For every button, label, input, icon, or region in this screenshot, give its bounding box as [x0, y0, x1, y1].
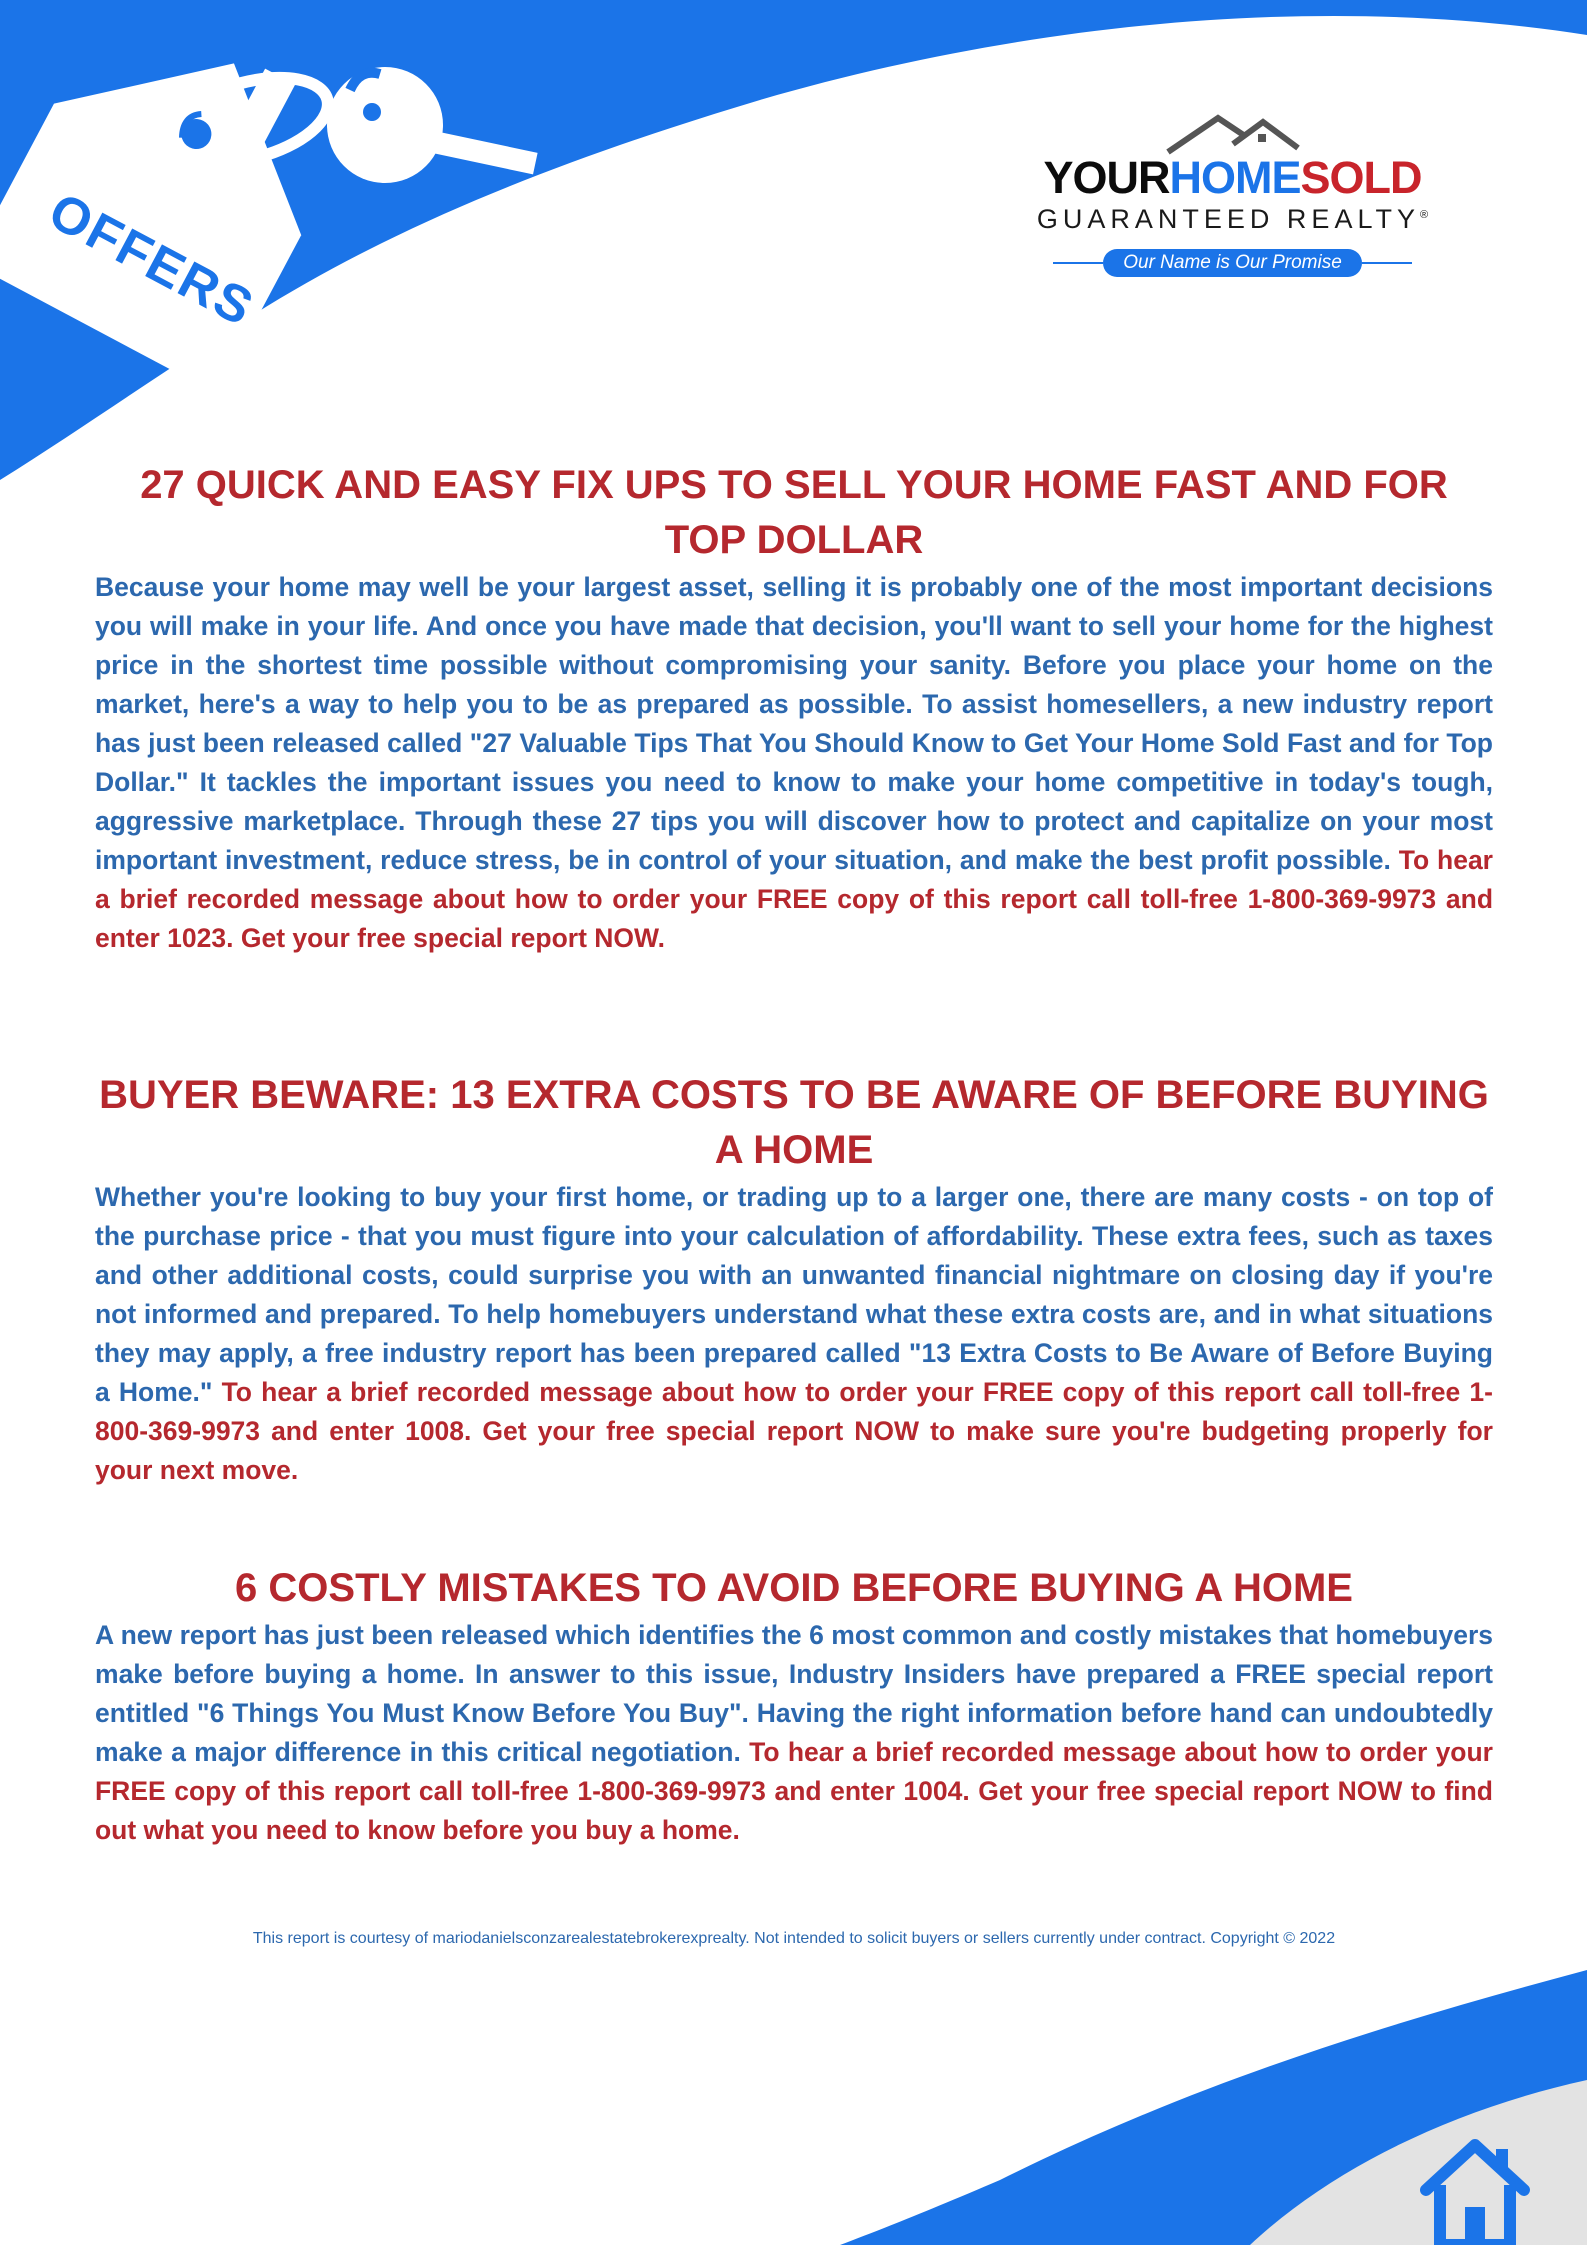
- company-logo: [1010, 150, 1455, 277]
- section-call-to-action: To hear a brief recorded message about how to order your FREE copy of this report call toll-free 1-800-369-9973 and enter 1023. Get your free special report NOW.: [95, 845, 1493, 953]
- registered-mark: ®: [1419, 209, 1429, 221]
- article-section-3: [95, 1561, 1493, 1850]
- logo-tagline-row: [1010, 249, 1455, 277]
- article-section-2: [95, 1068, 1493, 1490]
- logo-tagline: Our Name is Our Promise: [1103, 249, 1362, 277]
- logo-word-your: YOUR: [1043, 152, 1170, 203]
- section-body-text: Whether you're looking to buy your first home, or trading up to a larger one, there are many costs - on top of the purchase price - that you must figure into your calculation of affordability. These extra fees, such as taxes and other additional costs, could surprise you with an unwanted financial nightmare on closing day if you're not informed and prepared. To help homebuyers understand what these extra costs are, and in what situations they may apply, a free industry report has been prepared called "13 Extra Costs to Be Aware of Before Buying a Home.": [95, 1182, 1493, 1407]
- section-title: 6 COSTLY MISTAKES TO AVOID BEFORE BUYING A HOME: [235, 1566, 1353, 1610]
- section-body-text: A new report has just been released which identifies the 6 most common and costly mistakes that homebuyers make before buying a home. In answer to this issue, Industry Insiders have prepared a FREE special report entitled "6 Things You Must Know Before You Buy". Having the right information before hand can undoubtedly make a major difference in this critical negotiation.: [95, 1620, 1493, 1767]
- section-body: [95, 1616, 1493, 1850]
- home-icon: [1418, 2135, 1533, 2245]
- logo-word-home: HOME: [1169, 152, 1301, 203]
- section-body: [95, 1178, 1493, 1490]
- logo-roof-icon: [1163, 110, 1303, 155]
- offers-tag-label: OFFERS: [39, 182, 264, 338]
- logo-wordmark: [1010, 152, 1455, 203]
- offers-tag-icon: [0, 0, 560, 400]
- logo-word-sold: SOLD: [1300, 152, 1422, 203]
- section-body: [95, 568, 1493, 958]
- section-title: 27 QUICK AND EASY FIX UPS TO SELL YOUR HOME FAST AND FOR TOP DOLLAR: [140, 463, 1448, 562]
- article-section-1: [95, 458, 1493, 958]
- footer-disclaimer: This report is courtesy of mariodanielsconzarealestatebrokerexprealty. Not intended to solicit buyers or sellers currently under contract. Copyright © 2022: [252, 1930, 1336, 1947]
- logo-subtitle: [1010, 204, 1455, 235]
- tagline-rule-right: [1362, 262, 1412, 264]
- section-call-to-action: To hear a brief recorded message about how to order your FREE copy of this report call toll-free 1-800-369-9973 and enter 1008. Get your free special report NOW to make sure you're budgeting properly for your next move.: [95, 1377, 1493, 1485]
- section-title: BUYER BEWARE: 13 EXTRA COSTS TO BE AWARE OF BEFORE BUYING A HOME: [99, 1073, 1489, 1172]
- section-body-text: Because your home may well be your largest asset, selling it is probably one of the most important decisions you will make in your life. And once you have made that decision, you'll want to sell your home for the highest price in the shortest time possible without compromising your sanity. Before you place your home on the market, here's a way to help you to be as prepared as possible. To assist homesellers, a new industry report has just been released called "27 Valuable Tips That You Should Know to Get Your Home Sold Fast and for Top Dollar." It tackles the important issues you need to know to make your home competitive in today's tough, aggressive marketplace. Through these 27 tips you will discover how to protect and capitalize on your most important investment, reduce stress, be in control of your situation, and make the best profit possible.: [95, 572, 1493, 875]
- section-call-to-action: To hear a brief recorded message about how to order your FREE copy of this report call toll-free 1-800-369-9973 and enter 1004. Get your free special report NOW to find out what you need to know before you buy a home.: [95, 1737, 1493, 1845]
- tagline-rule-left: [1053, 262, 1103, 264]
- logo-subtitle-text: GUARANTEED REALTY: [1036, 204, 1420, 234]
